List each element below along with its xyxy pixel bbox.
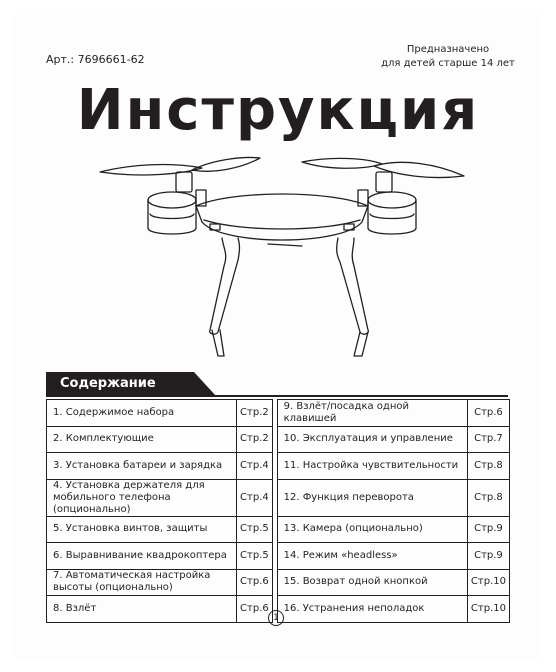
toc-item: 1. Содержимое набора [47,400,237,427]
toc-page: Стр.8 [467,479,509,516]
page-title: Инструкция [76,78,480,143]
right-propeller-blade [374,162,464,177]
table-row [47,453,510,480]
divider [46,395,508,397]
landing-gear [210,238,369,356]
left-propeller-blade [100,165,202,175]
toc-page: Стр.5 [237,543,273,570]
toc-item: 2. Комплектующие [47,426,237,453]
contents-heading-label: Содержание [60,376,156,391]
right-propeller-blade [302,158,382,168]
toc-page: Стр.7 [467,426,509,453]
drone-illustration [92,150,472,370]
toc-item: 11. Настройка чувствительности [277,453,467,480]
left-motor [148,172,206,234]
right-motor [358,172,416,234]
toc-page: Стр.9 [467,543,509,570]
age-line-2: для детей старше 14 лет [381,58,515,69]
table-row [47,516,510,543]
toc-page: Стр.9 [467,516,509,543]
table-row [47,543,510,570]
contents-heading [46,372,216,396]
toc-item: 3. Установка батареи и зарядка [47,453,237,480]
toc-item: 7. Автоматическая настройка высоты (опционально) [47,569,237,596]
toc-page: Стр.6 [237,569,273,596]
toc-item: 15. Возврат одной кнопкой [277,569,467,596]
page-number: 1 [268,610,284,626]
toc-page: Стр.6 [467,400,509,427]
left-propeller-blade [192,158,260,172]
table-row [47,479,510,516]
toc-page: Стр.4 [237,453,273,480]
toc-item: 13. Камера (опционально) [277,516,467,543]
table-row [47,569,510,596]
toc-item: 9. Взлёт/посадка одной клавишей [277,400,467,427]
toc-item: 6. Выравнивание квадрокоптера [47,543,237,570]
table-of-contents [46,399,510,623]
toc-item: 10. Эксплуатация и управление [277,426,467,453]
toc-item: 12. Функция переворота [277,479,467,516]
age-line-1: Предназначено [406,44,490,55]
article-number: Арт.: 7696661-62 [46,53,145,66]
toc-page: Стр.4 [237,479,273,516]
toc-page: Стр.2 [237,400,273,427]
toc-item: 8. Взлёт [47,596,237,623]
table-row [47,426,510,453]
toc-page: Стр.10 [467,596,509,623]
table-row [47,400,510,427]
toc-page: Стр.5 [237,516,273,543]
age-notice [378,43,518,71]
toc-page: Стр.8 [467,453,509,480]
toc-page: Стр.10 [467,569,509,596]
toc-item: 14. Режим «headless» [277,543,467,570]
toc-page: Стр.6 [237,596,273,623]
toc-item: 4. Установка держателя для мобильного телефона (опционально) [47,479,237,516]
toc-page: Стр.2 [237,426,273,453]
toc-item: 5. Установка винтов, защиты [47,516,237,543]
toc-item: 16. Устранения неполадок [277,596,467,623]
